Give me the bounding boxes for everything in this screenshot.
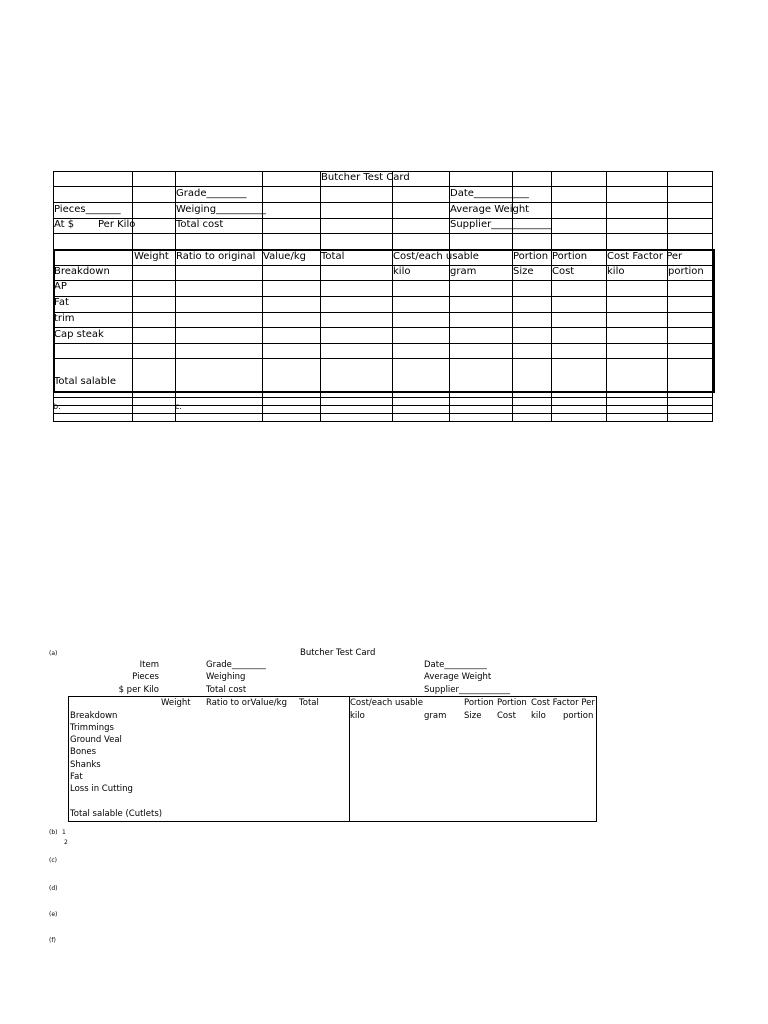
- header-cost-each: Cost/each usable: [350, 698, 423, 708]
- total-salable-label: Total salable: [54, 376, 117, 387]
- row-label: Trimmings: [70, 723, 114, 733]
- header-gram: gram: [450, 266, 477, 277]
- c-label: c.: [175, 402, 182, 411]
- header-size: Size: [464, 711, 482, 721]
- header-ratio-value: Ratio to orValue/kg: [206, 698, 287, 708]
- header-breakdown: Breakdown: [70, 711, 118, 721]
- part-e-label: (e): [49, 911, 58, 918]
- date-field: Date___________: [450, 188, 529, 199]
- row-label: Ground Veal: [70, 735, 122, 745]
- header-cost-each: Cost/each usable: [393, 251, 479, 262]
- header-cost: Cost: [552, 266, 575, 277]
- row-label: AP: [54, 281, 67, 292]
- header-size: Size: [513, 266, 534, 277]
- row-label: Bones: [70, 747, 97, 757]
- row-label: Cap steak: [54, 329, 104, 340]
- header-weight: Weight: [161, 698, 191, 708]
- total-cost-label: Total cost: [176, 219, 224, 230]
- card2-title: Butcher Test Card: [300, 648, 376, 658]
- header-portion: portion: [668, 266, 704, 277]
- header-portion-1: Portion: [464, 698, 494, 708]
- pieces-label: Pieces: [132, 672, 159, 682]
- pieces-field: Pieces_______: [54, 204, 121, 215]
- header-total: Total: [299, 698, 319, 708]
- date-field: Date__________: [424, 660, 487, 670]
- per-kilo-label: Per Kilo: [98, 219, 136, 230]
- item-label: Item: [139, 660, 159, 670]
- supplier-field: Supplier____________: [450, 219, 552, 230]
- part-c-label: (c): [49, 857, 57, 864]
- header-kilo: kilo: [350, 711, 365, 721]
- header-cost-factor: Cost Factor Per: [607, 251, 683, 262]
- header-portion-2: Portion: [552, 251, 588, 262]
- header-weight: Weight: [134, 251, 169, 262]
- header-total: Total: [321, 251, 345, 262]
- header-portion-2: Portion: [497, 698, 527, 708]
- grade-field: Grade________: [206, 660, 266, 670]
- row-label: Loss in Cutting: [70, 784, 133, 794]
- supplier-field: Supplier____________: [424, 685, 511, 695]
- header-portion-1: Portion: [513, 251, 549, 262]
- header-kilo-2: kilo: [531, 711, 546, 721]
- part-d-label: (d): [49, 885, 58, 892]
- row-label: Shanks: [70, 760, 101, 770]
- breakdown-box: [68, 696, 597, 822]
- per-kilo-label: $ per Kilo: [118, 685, 159, 695]
- card-title: Butcher Test Card: [321, 172, 410, 183]
- header-breakdown: Breakdown: [54, 266, 110, 277]
- part-b-item-2: 2: [64, 839, 68, 846]
- header-portion: portion: [563, 711, 594, 721]
- weiging-field: Weiging__________: [176, 204, 267, 215]
- average-weight-label: Average Weight: [450, 204, 530, 215]
- row-label: Fat: [54, 297, 69, 308]
- part-a-label: (a): [49, 650, 58, 657]
- row-label: trim: [54, 313, 75, 324]
- row-label: Fat: [70, 772, 83, 782]
- part-b-label: (b): [49, 829, 58, 836]
- part-b-item-1: 1: [62, 829, 66, 836]
- total-cost-label: Total cost: [206, 685, 247, 695]
- b-label: b.: [53, 402, 61, 411]
- header-cost: Cost: [497, 711, 516, 721]
- header-cost-factor: Cost Factor Per: [531, 698, 595, 708]
- at-dollar-label: At $: [54, 219, 75, 230]
- header-kilo-2: kilo: [607, 266, 625, 277]
- header-gram: gram: [424, 711, 447, 721]
- part-f-label: (f): [49, 937, 56, 944]
- average-weight-label: Average Weight: [424, 672, 492, 682]
- header-kilo: kilo: [393, 266, 411, 277]
- header-ratio: Ratio to original: [176, 251, 256, 262]
- header-value-kg: Value/kg: [263, 251, 306, 262]
- total-salable-label: Total salable (Cutlets): [70, 809, 163, 819]
- weighing-label: Weighing: [206, 672, 246, 682]
- grade-field: Grade________: [176, 188, 247, 199]
